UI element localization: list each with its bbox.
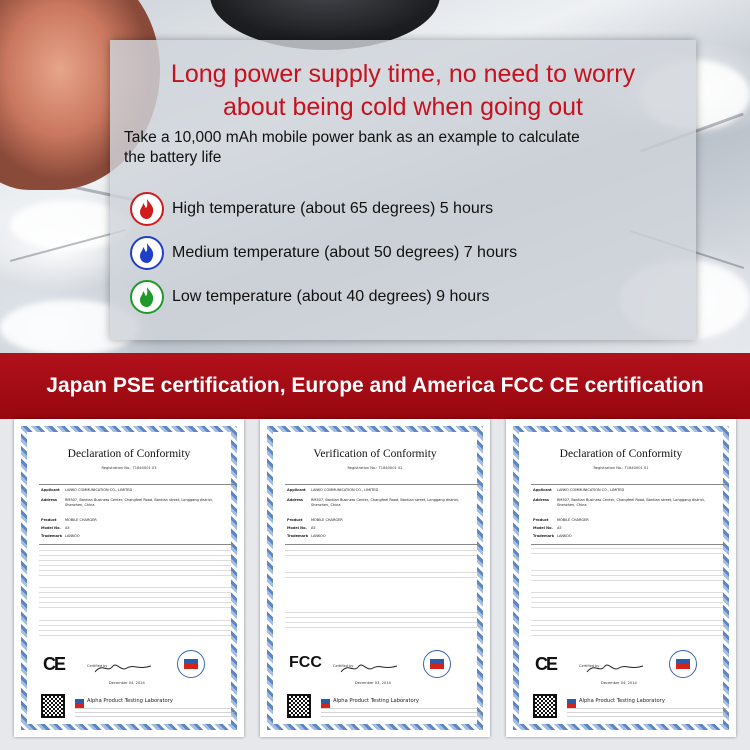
product-field — [533, 518, 707, 523]
field-value: LANKO COMMUNICATION CO., LIMITED — [65, 488, 133, 492]
temperature-label-low: Low temperature (about 40 degrees) 9 hours — [172, 288, 490, 305]
address-field — [41, 498, 215, 508]
body-text-block — [39, 620, 231, 640]
divider — [285, 544, 480, 545]
product-field — [41, 518, 215, 523]
signature-image — [93, 660, 153, 676]
certificate-date: December 04, 2014 — [109, 681, 145, 685]
model-field — [287, 526, 461, 531]
signature-image — [585, 660, 645, 676]
certificate-border — [21, 426, 237, 730]
registration-number: Registration No.: T1840001 02 — [347, 466, 403, 470]
fcc-certificate — [260, 419, 490, 737]
certificate-title: Verification of Conformity — [313, 448, 437, 460]
lab-seal-icon — [669, 650, 697, 678]
body-text-block — [531, 570, 723, 584]
headline-line-2: about being cold when going out — [222, 93, 583, 121]
lab-name: Alpha Product Testing Laboratory — [579, 698, 665, 704]
certificate-title: Declaration of Conformity — [559, 448, 683, 460]
registration-number: Registration No.: T1840001 03 — [101, 466, 157, 470]
field-value: RM507, Bantian Business Center, Changfeel Road, Bantian street, Longgang district, Shenzhen, China — [311, 498, 460, 507]
field-value: LANKOO — [311, 534, 326, 538]
ce-emc-certificate — [506, 419, 736, 737]
fcc-mark-logo: FCC — [289, 654, 322, 671]
field-label: Trademark — [41, 534, 63, 538]
hero-section — [0, 0, 750, 355]
applicant-field — [41, 488, 215, 493]
lab-name: Alpha Product Testing Laboratory — [333, 698, 419, 704]
field-value: LANKO COMMUNICATION CO., LIMITED — [557, 488, 625, 492]
temperature-label-high: High temperature (about 65 degrees) 5 hours — [172, 200, 494, 217]
certificate-border — [267, 426, 483, 730]
field-value: A5 — [557, 526, 562, 530]
certificate-title: Declaration of Conformity — [67, 448, 191, 460]
divider — [531, 544, 726, 545]
lab-address-block — [321, 708, 481, 720]
battery-life-panel — [110, 40, 696, 340]
certificate-date: December 03, 2014 — [355, 681, 391, 685]
field-label: Applicant — [533, 488, 552, 492]
field-label: Address — [533, 498, 549, 502]
field-label: Trademark — [533, 534, 555, 538]
divider — [39, 484, 234, 485]
headline-line-1: Long power supply time, no need to worry — [170, 60, 636, 88]
certificates-section — [0, 419, 750, 750]
lab-name: Alpha Product Testing Laboratory — [87, 698, 173, 704]
body-text-block — [285, 550, 477, 560]
product-field — [287, 518, 461, 523]
address-field — [287, 498, 461, 508]
certification-banner-text: Japan PSE certification, Europe and America FCC CE certification — [46, 374, 704, 397]
field-label: Address — [41, 498, 57, 502]
field-value: RM507, Bantian Business Center, Changfeel Road, Bantian street, Longgang district, Shenzhen, China — [65, 498, 214, 507]
body-text-block — [39, 550, 231, 580]
field-value: MOBILE CHARGER — [557, 518, 589, 522]
field-value: RM507, Bantian Business Center, Changfeel Road, Bantian street, Longgang district, Shenzhen, China — [557, 498, 706, 507]
registration-number: Registration No.: T1840001 01 — [593, 466, 649, 470]
ce-mark-logo: CE — [535, 654, 557, 674]
model-field — [533, 526, 707, 531]
field-label: Model No. — [287, 526, 307, 530]
field-value: A5 — [65, 526, 70, 530]
field-value: LANKOO — [557, 534, 572, 538]
temperature-level-low — [130, 280, 490, 314]
field-label: Model No. — [41, 526, 61, 530]
subtitle-line-2: the battery life — [124, 149, 222, 166]
divider — [531, 484, 726, 485]
body-text-block — [285, 612, 477, 632]
red-flame-icon — [130, 192, 164, 226]
field-label: Product — [533, 518, 549, 522]
field-value: MOBILE CHARGER — [65, 518, 97, 522]
body-text-block — [531, 592, 723, 612]
field-value: LANKO COMMUNICATION CO., LIMITED — [311, 488, 379, 492]
temperature-level-medium — [130, 236, 517, 270]
battery-life-subtitle — [124, 128, 684, 168]
field-value: LANKOO — [65, 534, 80, 538]
field-label: Address — [287, 498, 303, 502]
body-text-block — [531, 548, 723, 558]
qr-code-icon — [287, 694, 311, 718]
ce-mark-logo: CE — [43, 654, 65, 674]
divider — [39, 544, 234, 545]
field-label: Applicant — [287, 488, 306, 492]
applicant-field — [533, 488, 707, 493]
field-label: Applicant — [41, 488, 60, 492]
field-label: Trademark — [287, 534, 309, 538]
certificate-border — [513, 426, 729, 730]
lab-seal-icon — [423, 650, 451, 678]
field-value: A5 — [311, 526, 316, 530]
trademark-field — [41, 534, 215, 539]
lab-address-block — [567, 708, 727, 720]
field-value: MOBILE CHARGER — [311, 518, 343, 522]
certificate-date: December 04, 2014 — [601, 681, 637, 685]
subtitle-line-1: Take a 10,000 mAh mobile power bank as an example to calculate — [124, 129, 580, 146]
lab-seal-icon — [177, 650, 205, 678]
field-label: Product — [287, 518, 303, 522]
lab-logo-icon — [567, 699, 576, 708]
applicant-field — [287, 488, 461, 493]
body-text-block — [39, 587, 231, 612]
body-text-block — [285, 572, 477, 578]
qr-code-icon — [41, 694, 65, 718]
certification-banner — [0, 353, 750, 419]
certified-by-label: Certified by — [579, 664, 600, 668]
ce-certificate — [14, 419, 244, 737]
field-label: Product — [41, 518, 57, 522]
qr-code-icon — [533, 694, 557, 718]
lab-address-block — [75, 708, 235, 720]
field-label: Model No. — [533, 526, 553, 530]
trademark-field — [533, 534, 707, 539]
model-field — [41, 526, 215, 531]
address-field — [533, 498, 707, 508]
temperature-label-medium: Medium temperature (about 50 degrees) 7 hours — [172, 244, 518, 261]
headline — [110, 58, 696, 124]
certified-by-label: Certified by — [333, 664, 354, 668]
certified-by-label: Certified by — [87, 664, 108, 668]
body-text-block — [531, 620, 723, 640]
green-flame-icon — [130, 280, 164, 314]
signature-image — [339, 660, 399, 676]
divider — [285, 484, 480, 485]
trademark-field — [287, 534, 461, 539]
lab-logo-icon — [75, 699, 84, 708]
temperature-level-high — [130, 192, 493, 226]
lab-logo-icon — [321, 699, 330, 708]
blue-flame-icon — [130, 236, 164, 270]
